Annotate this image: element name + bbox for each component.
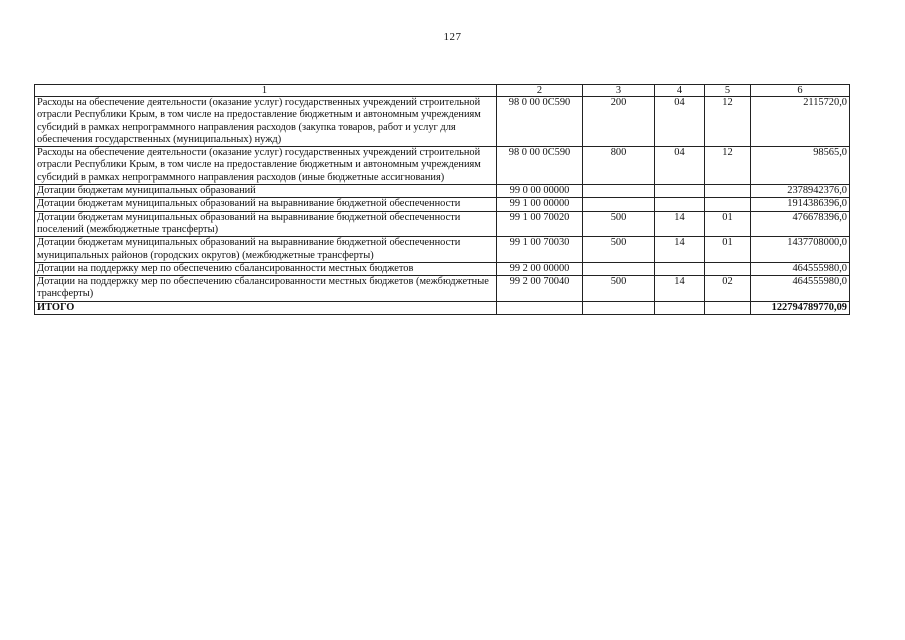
table-row <box>35 147 850 185</box>
row-rz <box>655 198 705 211</box>
table-row <box>35 198 850 211</box>
row-amount: 1437708000,0 <box>751 237 850 263</box>
row-rz: 14 <box>655 237 705 263</box>
header-col-4: 4 <box>655 85 705 97</box>
row-amount: 476678396,0 <box>751 211 850 237</box>
row-name: Дотации бюджетам муниципальных образований на выравнивание бюджетной обеспеченности муниципальных районов (городских округов) (межбюджетные трансферты) <box>35 237 497 263</box>
row-vr: 500 <box>583 237 655 263</box>
page-number: 127 <box>443 31 462 43</box>
row-name: Дотации на поддержку мер по обеспечению сбалансированности местных бюджетов <box>35 262 497 275</box>
row-name: Дотации на поддержку мер по обеспечению сбалансированности местных бюджетов (межбюджетные трансферты) <box>35 276 497 302</box>
header-col-5: 5 <box>705 85 751 97</box>
header-col-2: 2 <box>497 85 583 97</box>
row-amount: 2378942376,0 <box>751 185 850 198</box>
row-code: 98 0 00 0С590 <box>497 97 583 147</box>
row-code: 99 0 00 00000 <box>497 185 583 198</box>
table-row <box>35 262 850 275</box>
row-amount: 2115720,0 <box>751 97 850 147</box>
row-rz <box>655 262 705 275</box>
row-name: Дотации бюджетам муниципальных образований на выравнивание бюджетной обеспеченности <box>35 198 497 211</box>
row-rz: 04 <box>655 97 705 147</box>
row-rz <box>655 185 705 198</box>
total-amount: 122794789770,09 <box>751 301 850 314</box>
row-rz: 14 <box>655 276 705 302</box>
row-pr: 01 <box>705 211 751 237</box>
row-name: Расходы на обеспечение деятельности (оказание услуг) государственных учреждений строительной отрасли Республики Крым, в том числе на предоставление бюджетным и автономным учреждениям субсидий в рамках непрограммного направления расходов (закупка товаров, работ и услуг для обеспечения государственных (муниципальных) нужд) <box>35 97 497 147</box>
row-name: Дотации бюджетам муниципальных образований на выравнивание бюджетной обеспеченности поселений (межбюджетные трансферты) <box>35 211 497 237</box>
row-vr <box>583 185 655 198</box>
total-label: ИТОГО <box>35 301 497 314</box>
row-amount: 464555980,0 <box>751 276 850 302</box>
table-row <box>35 237 850 263</box>
row-code: 98 0 00 0С590 <box>497 147 583 185</box>
table-row <box>35 276 850 302</box>
row-vr <box>583 198 655 211</box>
header-col-3: 3 <box>583 85 655 97</box>
row-name: Расходы на обеспечение деятельности (оказание услуг) государственных учреждений строительной отрасли Республики Крым, в том числе на предоставление бюджетным и автономным учреждениям субсидий в рамках непрограммного направления расходов (иные бюджетные ассигнования) <box>35 147 497 185</box>
row-name: Дотации бюджетам муниципальных образований <box>35 185 497 198</box>
row-pr <box>705 262 751 275</box>
budget-table <box>34 84 850 315</box>
header-row <box>35 85 850 97</box>
header-col-1: 1 <box>35 85 497 97</box>
row-code: 99 1 00 00000 <box>497 198 583 211</box>
row-amount: 1914386396,0 <box>751 198 850 211</box>
row-code: 99 1 00 70030 <box>497 237 583 263</box>
row-code: 99 2 00 00000 <box>497 262 583 275</box>
total-empty-cell <box>583 301 655 314</box>
row-pr: 12 <box>705 97 751 147</box>
row-pr: 01 <box>705 237 751 263</box>
total-empty-cell <box>655 301 705 314</box>
table-row <box>35 185 850 198</box>
table-row <box>35 211 850 237</box>
header-col-6: 6 <box>751 85 850 97</box>
row-pr: 02 <box>705 276 751 302</box>
row-amount: 98565,0 <box>751 147 850 185</box>
total-row <box>35 301 850 314</box>
row-code: 99 1 00 70020 <box>497 211 583 237</box>
row-vr <box>583 262 655 275</box>
row-rz: 14 <box>655 211 705 237</box>
row-amount: 464555980,0 <box>751 262 850 275</box>
total-empty-cell <box>705 301 751 314</box>
row-vr: 200 <box>583 97 655 147</box>
row-code: 99 2 00 70040 <box>497 276 583 302</box>
row-pr <box>705 185 751 198</box>
row-vr: 500 <box>583 211 655 237</box>
row-vr: 800 <box>583 147 655 185</box>
row-rz: 04 <box>655 147 705 185</box>
total-empty-cell <box>497 301 583 314</box>
row-pr <box>705 198 751 211</box>
row-vr: 500 <box>583 276 655 302</box>
row-pr: 12 <box>705 147 751 185</box>
table-row <box>35 97 850 147</box>
